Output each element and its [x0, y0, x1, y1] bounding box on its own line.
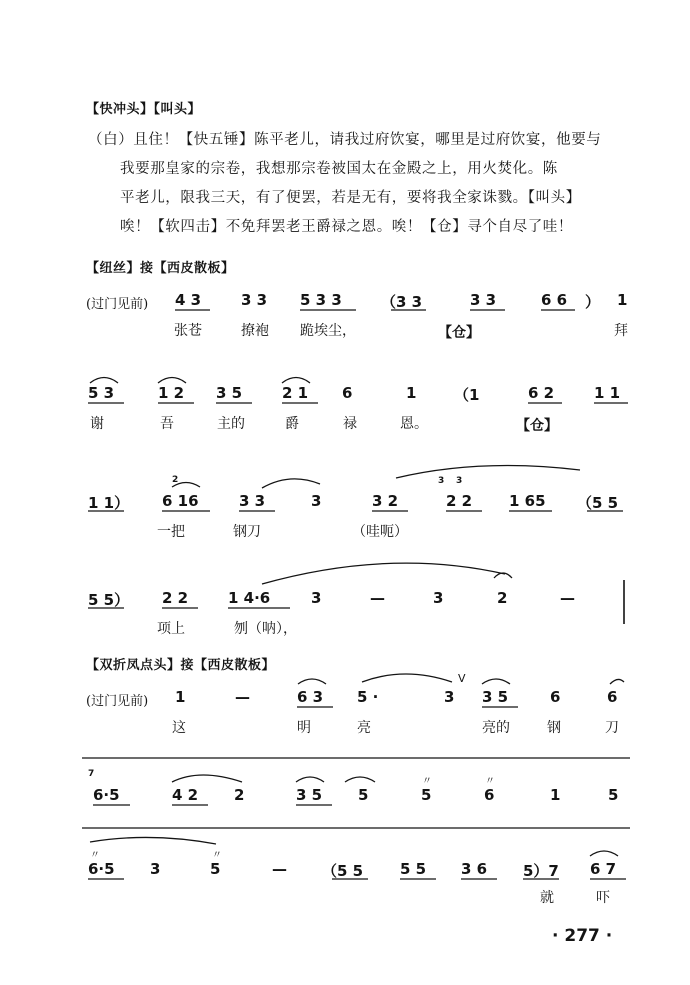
lyric: 明: [297, 720, 311, 736]
note-group: 3 6: [461, 860, 488, 878]
note-group: 2 2: [162, 589, 189, 607]
lyric: 钢刀: [233, 524, 261, 540]
note-group: 2 1: [282, 384, 309, 402]
slur-arc: [610, 679, 624, 684]
note-group: 6·5: [93, 786, 120, 804]
ornament-mark: 〃: [485, 776, 495, 787]
note-group: 5 5）: [88, 591, 130, 609]
note-group: ）: [585, 293, 601, 311]
note-group: 3 2: [372, 492, 399, 510]
note-group: 5 5: [400, 860, 427, 878]
note-group: 3 3: [241, 291, 268, 309]
note-group: 5 ·: [357, 688, 379, 706]
lyric: 【仓】: [438, 325, 480, 341]
slur-arc: [90, 378, 118, 384]
speech-line: 平老儿，限我三天，有了便罢，若是无有，要将我全家诛戮。【叫头】: [120, 190, 581, 206]
lyric: 亮: [357, 720, 371, 736]
transition-prefix: (过门见前): [86, 297, 149, 312]
note-group: 6: [484, 786, 495, 804]
note-group: 1: [175, 688, 186, 706]
ornament-mark: 〃: [90, 850, 100, 861]
lyric: 撩袍: [241, 323, 269, 339]
slur-arc: [262, 563, 505, 584]
section-header-kuaichongtou: 【快冲头】【叫头】: [86, 102, 202, 117]
note-group: 2: [497, 589, 508, 607]
note-group: 1 1）: [88, 494, 130, 512]
note-group: 3: [433, 589, 444, 607]
lyric: 吓: [596, 890, 610, 906]
note-group: 6·5: [88, 860, 115, 878]
note-group: 6 16: [162, 492, 199, 510]
lyric: 【仓】: [516, 418, 558, 434]
lyric: 恩。: [400, 416, 428, 432]
grace-note: 7: [88, 769, 95, 779]
note-group: 3: [150, 860, 161, 878]
lyric: 禄: [343, 416, 357, 432]
note-group: 1: [550, 786, 561, 804]
lyric: 张苍: [174, 323, 202, 339]
note-group: 5 3 3: [300, 291, 342, 309]
slur-arc: [590, 851, 618, 856]
note-group: 5: [421, 786, 432, 804]
note-group: 3 5: [296, 786, 323, 804]
slur-arc: [296, 777, 324, 782]
note-group: 5: [210, 860, 221, 878]
note-group: 1 65: [509, 492, 546, 510]
lyric: 谢: [90, 416, 104, 432]
lyric: 项上: [157, 621, 185, 637]
note-group: 3 5: [482, 688, 509, 706]
lyric: 钢: [547, 720, 561, 736]
lyric: 主的: [217, 416, 245, 432]
slur-arc: [172, 775, 242, 782]
note-group: 3 3: [239, 492, 266, 510]
note-group: —: [370, 589, 385, 607]
slur-arc: [298, 679, 326, 684]
lyric: 拜: [614, 323, 628, 339]
note-group: 5 3: [88, 384, 115, 402]
note-group: 6: [342, 384, 353, 402]
note-group: 3 5: [216, 384, 243, 402]
section-header-shuangzhe: 【双折凤点头】接【西皮散板】: [86, 658, 276, 673]
note-group: （1: [454, 386, 480, 404]
lyric: 一把: [157, 524, 185, 540]
slur-arc: [396, 466, 580, 479]
lyric: （哇呃）: [352, 524, 408, 540]
note-group: 6: [607, 688, 618, 706]
note-group: 3: [311, 589, 322, 607]
note-group: 1 1: [594, 384, 621, 402]
note-group: 1: [406, 384, 417, 402]
note-group: 3: [311, 492, 322, 510]
speech-line: 唉！【软四击】不免拜罢老王爵禄之恩。唉！【仓】寻个自尽了哇！: [120, 219, 573, 235]
lyric: 这: [172, 720, 186, 736]
lyric: 跪埃尘，: [300, 323, 356, 339]
note-group: 3: [444, 688, 455, 706]
lyric: 爵: [285, 416, 299, 432]
note-group: 5）7: [523, 862, 559, 880]
speech-line: 我要那皇家的宗卷，我想那宗卷被国太在金殿之上，用火焚化。陈: [120, 161, 558, 177]
note-group: 6 3: [297, 688, 324, 706]
note-group: —: [235, 688, 250, 706]
lyric: 刎（呐），: [234, 621, 297, 637]
slur-arc: [345, 777, 375, 782]
note-group: 2: [234, 786, 245, 804]
note-group: 4 2: [172, 786, 199, 804]
speech-line: （白）且住！【快五锤】陈平老儿，请我过府饮宴，哪里是过府饮宴，他要与: [88, 132, 602, 148]
note-group: 6 2: [528, 384, 555, 402]
slur-arc: [282, 378, 310, 384]
breath-mark: V: [458, 672, 466, 685]
grace-note: 3: [456, 476, 463, 486]
slur-arc: [172, 483, 200, 488]
lyric: 就: [540, 890, 554, 906]
note-group: 1 4·6: [228, 589, 271, 607]
lyric: 刀: [605, 720, 619, 736]
lyric: 吾: [160, 416, 174, 432]
note-group: 6: [550, 688, 561, 706]
note-group: 3 3: [470, 291, 497, 309]
slur-arc: [90, 837, 216, 844]
ornament-mark: 〃: [212, 850, 222, 861]
note-group: 5: [608, 786, 619, 804]
note-group: 4 3: [175, 291, 202, 309]
ornament-mark: 〃: [422, 776, 432, 787]
note-group: 1 2: [158, 384, 185, 402]
note-group: 2 2: [446, 492, 473, 510]
transition-prefix: (过门见前): [86, 694, 149, 709]
note-group: 6 7: [590, 860, 617, 878]
note-group: 5: [358, 786, 369, 804]
grace-note: 2: [172, 475, 179, 485]
note-group: 1: [617, 291, 628, 309]
slur-arc: [262, 479, 320, 488]
note-group: 6 6: [541, 291, 568, 309]
note-group: （5 5: [577, 494, 619, 512]
page-number: · 277 ·: [552, 926, 613, 946]
slur-arc: [482, 679, 510, 684]
note-group: （3 3: [381, 293, 423, 311]
note-group: —: [560, 589, 575, 607]
note-group: （5 5: [322, 862, 364, 880]
lyric: 亮的: [482, 720, 510, 736]
slur-arc: [158, 378, 186, 384]
section-header-niusi: 【纽丝】接【西皮散板】: [86, 261, 235, 276]
grace-note: 3: [438, 476, 445, 486]
slur-arc: [362, 674, 452, 682]
note-group: —: [272, 860, 287, 878]
